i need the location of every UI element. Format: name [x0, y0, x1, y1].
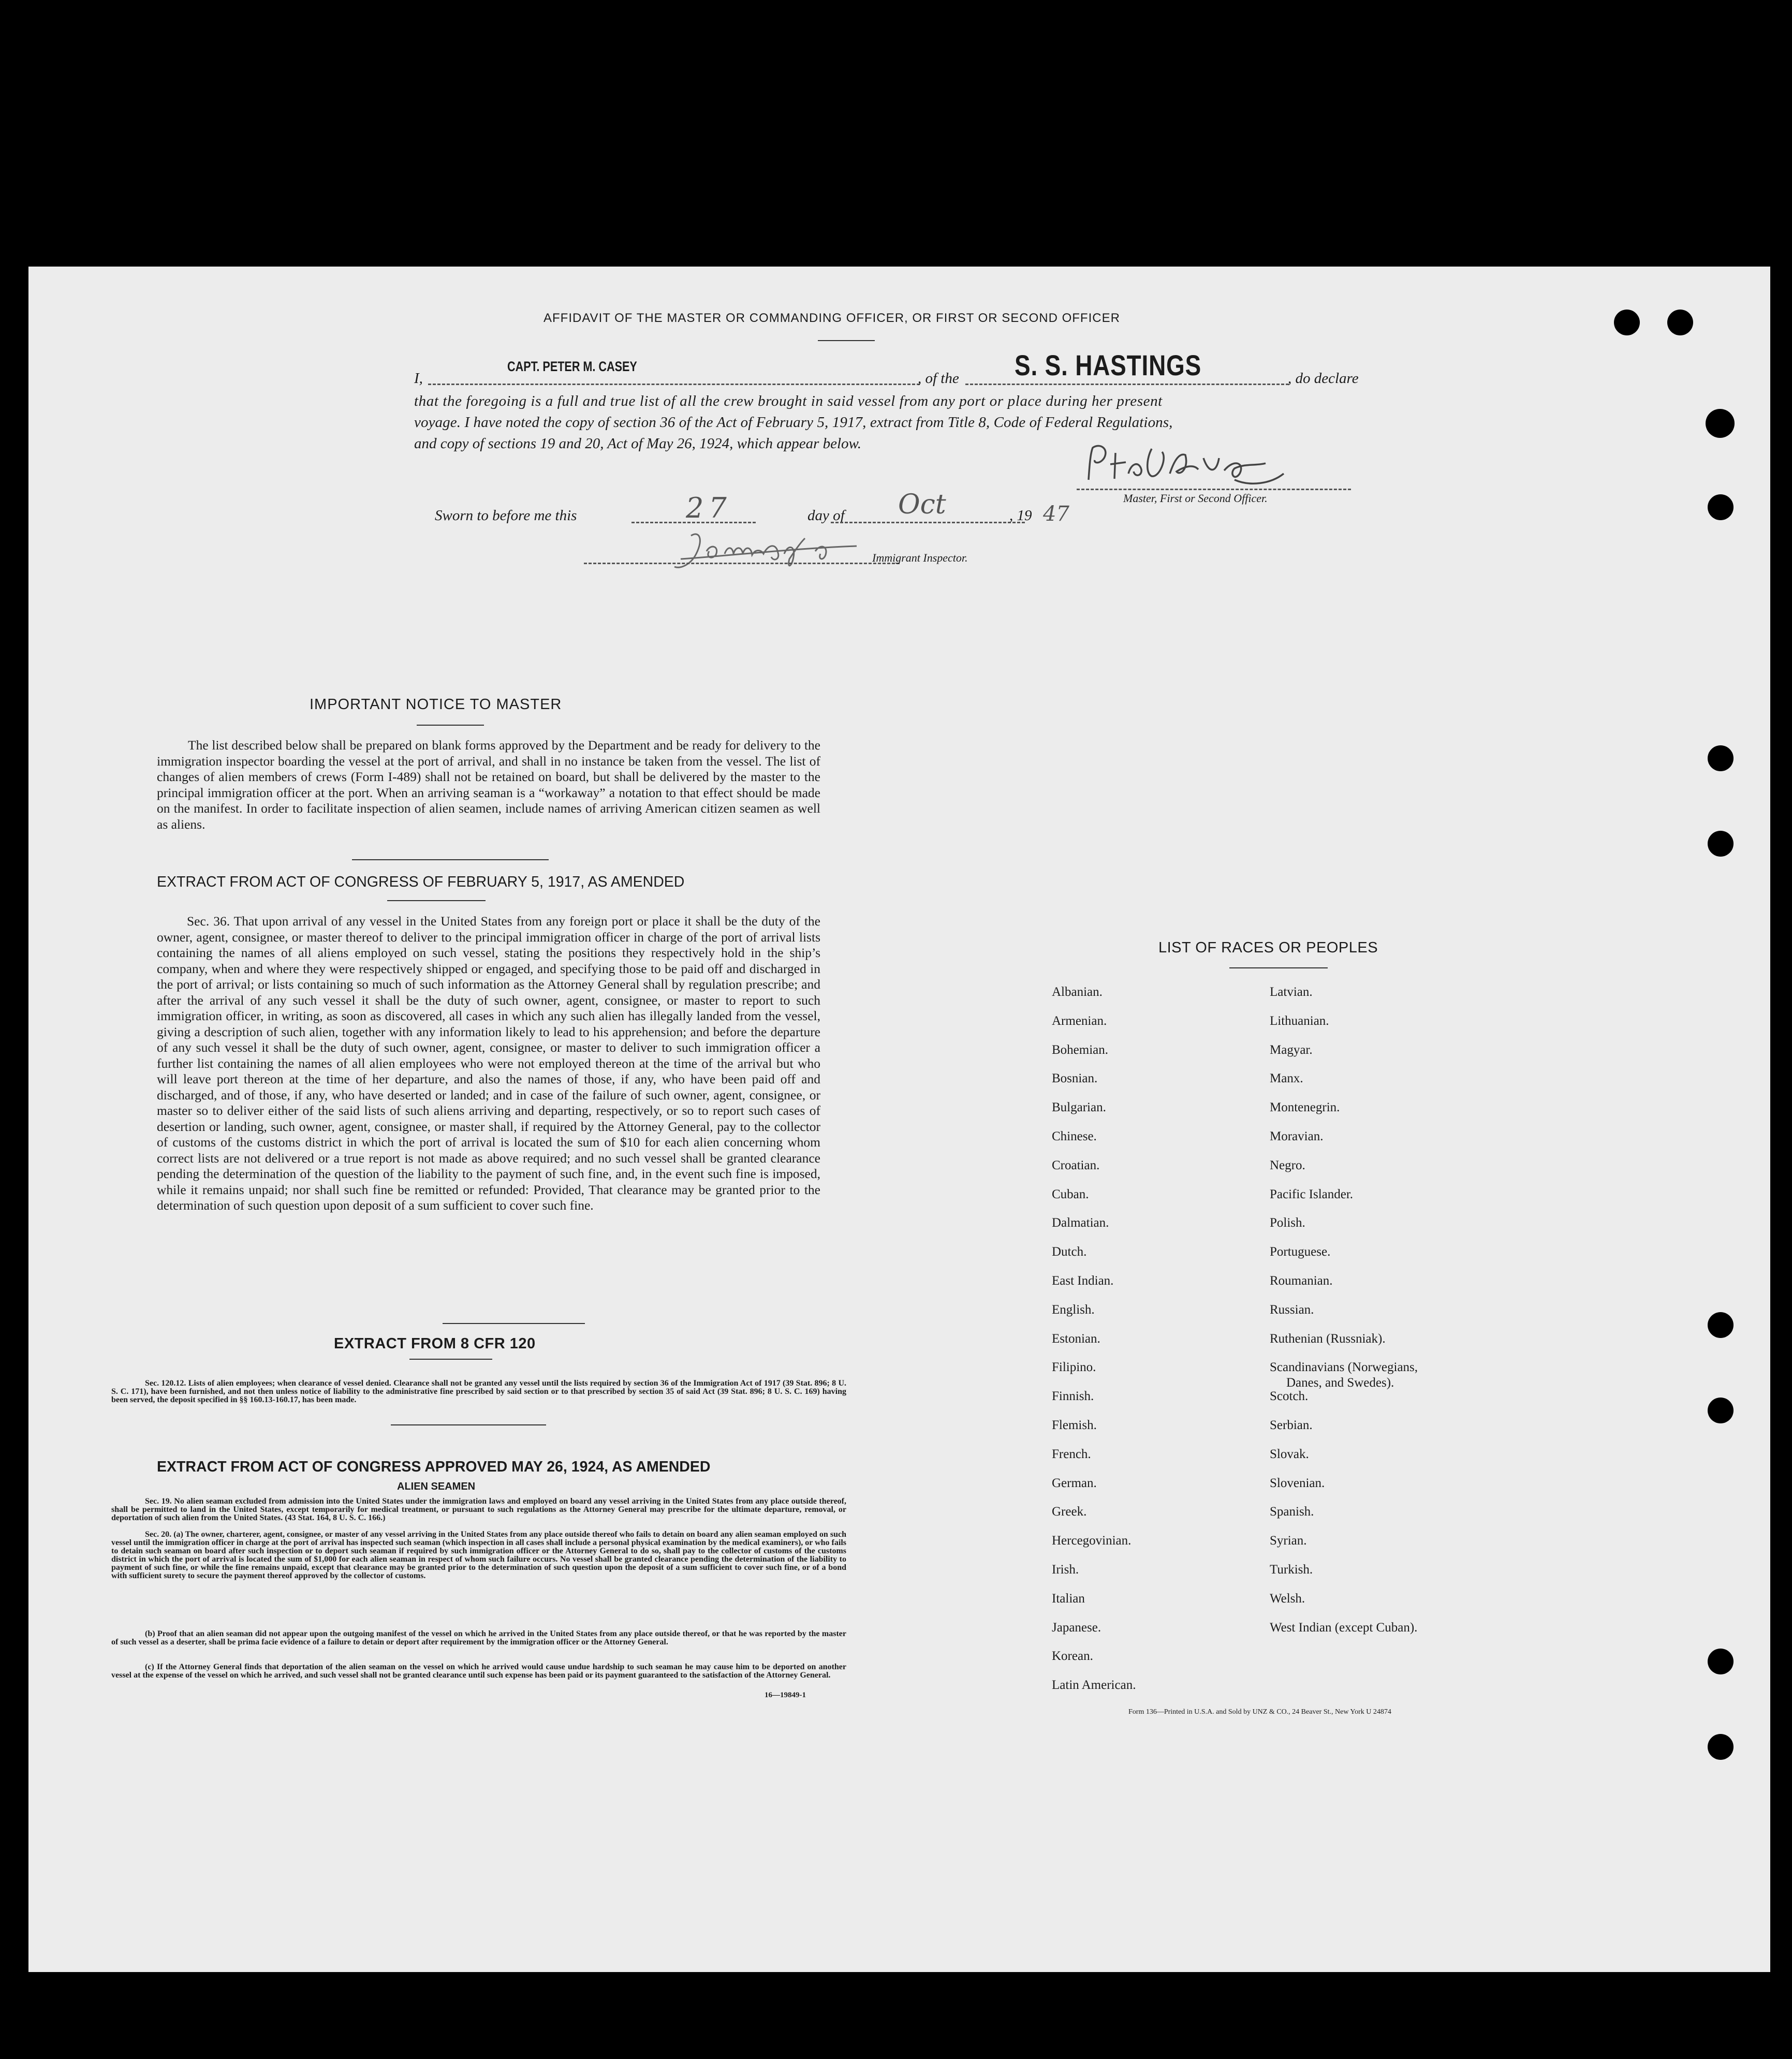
race-item: Welsh.: [1270, 1591, 1305, 1606]
race-item: Italian: [1052, 1591, 1085, 1606]
of-the-label: , of the: [918, 370, 959, 387]
race-item: Montenegrin.: [1270, 1100, 1340, 1115]
race-item: Dutch.: [1052, 1245, 1087, 1259]
race-item: Irish.: [1052, 1563, 1079, 1577]
race-item: Estonian.: [1052, 1331, 1100, 1346]
divider: [391, 1424, 546, 1425]
races-heading: LIST OF RACES OR PEOPLES: [1158, 939, 1378, 956]
race-item: West Indian (except Cuban).: [1270, 1620, 1418, 1635]
race-item: Albanian.: [1052, 985, 1103, 999]
sworn-year-digits: 47: [1043, 502, 1069, 526]
race-item: Greek.: [1052, 1505, 1087, 1519]
race-item: Russian.: [1270, 1302, 1314, 1317]
punch-hole: [1708, 1312, 1734, 1338]
officer-name: CAPT. PETER M. CASEY: [507, 359, 637, 374]
extract-1917-text: Sec. 36. That upon arrival of any vessel in the United States from any foreign port or place it shall be the duty of the owner, agent, consignee, or master thereof to deliver to the principal immigration officer in charge of the port of arrival lists containing the names of all aliens employed on such vessel, stating the positions they respectively hold in the ship’s company, when and where they were respectively shipped or engaged, and specifying those to be paid off and discharged in the port of arrival; or lists containing so much of such information as the Attorney General shall by regulation prescribe; and after the arrival of any such vessel it shall be the duty of such owner, agent, consignee, or master to report to such immigration officer, in writing, as soon as discovered, all cases in which any such alien has illegally landed from the vessel, giving a description of such alien, together with any information likely to lead to his apprehension; and before the departure of any such vessel it shall be the duty of such owner, agent, consignee, or master to deliver to such immigration officer a further list containing the names of all alien employees who were not employed thereon at the time of the arrival but who will leave port thereon at the time of her departure, and also the names of those, if any, who have been paid off and discharged, and of those, if any, who have deserted or landed; and in case of the failure of such owner, agent, consignee, or master so to deliver either of the said lists of such aliens arriving and departing, respectively, or so to report such cases of desertion or landing, such owner, agent, consignee, or master shall, if required by the Attorney General, pay to the collector of customs of the customs district in which the port of arrival is located the sum of $10 for each alien concerning whom correct lists are not delivered or a true report is not made as above required; and no such vessel shall be granted clearance pending the determination of the question of the liability to the payment of such fine, and, in the event such fine is imposed, while it remains unpaid; nor shall such fine be remitted or refunded: Provided, That clearance may be granted prior to the determination of such question upon deposit of a sum sufficient to cover such fine.: [157, 914, 820, 1213]
race-item: Finnish.: [1052, 1389, 1094, 1404]
race-item: Latin American.: [1052, 1678, 1136, 1693]
sworn-day: 27: [686, 492, 732, 524]
race-item: French.: [1052, 1447, 1091, 1461]
race-item: Polish.: [1270, 1216, 1305, 1230]
race-item: Magyar.: [1270, 1042, 1313, 1057]
extract-1924-sec20a: Sec. 20. (a) The owner, charterer, agent, consignee, or master of any vessel arriving in the United States from any place outside thereof who fails to detain on board any alien seaman employed on such vessel until the immigration officer in charge at the port of arrival has inspected such seaman (which inspection in all cases shall include a personal physical examination by the medical examiners), or who fails to detain such seaman on board after such inspection or to deport such seaman if required by such immigration officer or the Attorney General to do so, shall pay to the collector of customs of the customs district in which the port of arrival is located the sum of $1,000 for each alien seaman in respect of whom such failure occurs. No vessel shall be granted clearance pending the determination of the liability to payment of such fine, or while the fine remains unpaid, except that clearance may be granted prior to the determination of such question upon the deposit of a sum sufficient to cover such fine, or of a bond with sufficient surety to secure the payment thereof approved by the collector of customs.: [111, 1530, 846, 1580]
do-declare-label: , do declare: [1288, 370, 1359, 387]
punch-hole: [1708, 1734, 1734, 1760]
affidavit-heading: AFFIDAVIT OF THE MASTER OR COMMANDING OFFICER, OR FIRST OR SECOND OFFICER: [544, 311, 1120, 325]
race-item: Roumanian.: [1270, 1274, 1333, 1288]
race-item: Spanish.: [1270, 1505, 1314, 1519]
extract-1924-subheading: ALIEN SEAMEN: [397, 1481, 476, 1492]
race-item: Moravian.: [1270, 1129, 1324, 1143]
vessel-name: S. S. HASTINGS: [1015, 349, 1202, 381]
notice-text: The list described below shall be prepared on blank forms approved by the Department and be ready for delivery to the immigration inspector boarding the vessel at the port of arrival, and shall in no instance be taken from the vessel. The list of changes of alien members of crews (Form I-489) shall not be retained on board, but shall be delivered by the master to the principal immigration officer at the port. When an arriving seaman is a “workaway” a notation to that effect should be made on the manifest. In order to facilitate inspection of alien seamen, include names of arriving American citizen seamen as well as aliens.: [157, 738, 820, 832]
race-item: Lithuanian.: [1270, 1013, 1329, 1028]
sworn-label: Sworn to before me this: [435, 507, 577, 524]
divider: [387, 900, 486, 901]
divider: [417, 725, 484, 726]
race-item: Portuguese.: [1270, 1245, 1331, 1259]
race-item: Dalmatian.: [1052, 1216, 1109, 1230]
race-item: Scandinavians (Norwegians,: [1270, 1360, 1418, 1375]
race-item: Serbian.: [1270, 1418, 1313, 1432]
race-item: Armenian.: [1052, 1013, 1107, 1028]
divider: [443, 1323, 585, 1324]
year-prefix: , 19: [1009, 507, 1032, 524]
race-item: Filipino.: [1052, 1360, 1096, 1375]
race-item: Slovak.: [1270, 1447, 1309, 1461]
signature-role-label: Master, First or Second Officer.: [1123, 492, 1268, 505]
race-item: East Indian.: [1052, 1274, 1114, 1288]
affidavit-statement-line-3: and copy of sections 19 and 20, Act of May 26, 1924, which appear below.: [414, 435, 861, 452]
punch-hole: [1614, 310, 1640, 335]
extract-1924-sec20c: (c) If the Attorney General finds that deportation of the alien seaman on the vessel on which he arrived would cause undue hardship to such seaman he may cause him to be deported on another vessel at the expense of the vessel on which he arrived, and such vessel shall not be granted clearance until such expense has been paid or its payment guaranteed to the satisfaction of the Attorney General.: [111, 1663, 846, 1680]
notice-heading: IMPORTANT NOTICE TO MASTER: [310, 696, 562, 713]
race-item: English.: [1052, 1302, 1095, 1317]
form-code: 16—19849-1: [765, 1691, 806, 1699]
race-item: Cuban.: [1052, 1187, 1089, 1201]
race-item: Bulgarian.: [1052, 1100, 1106, 1115]
sworn-month: Oct: [898, 489, 946, 520]
race-item: Manx.: [1270, 1071, 1303, 1086]
signature-blank-line: [1077, 489, 1351, 490]
race-item: Danes, and Swedes).: [1286, 1376, 1394, 1390]
race-item: Bosnian.: [1052, 1071, 1098, 1086]
race-item: Korean.: [1052, 1649, 1093, 1664]
divider: [409, 1359, 492, 1360]
race-item: Bohemian.: [1052, 1042, 1109, 1057]
inspector-blank-line: [584, 563, 900, 564]
inspector-label: Immigrant Inspector.: [872, 551, 968, 564]
race-item: Turkish.: [1270, 1563, 1313, 1577]
extract-1924-sec19: Sec. 19. No alien seaman excluded from admission into the United States under the immigration laws and employed on board any vessel arriving in the United States from any place outside thereof, shall be permitted to land in the United States, except temporarily for medical treatment, or pursuant to such regulations as the Attorney General may prescribe for the ultimate departure, removal, or deportation of such alien from the United States. (43 Stat. 164, 8 U. S. C. 166.): [111, 1497, 846, 1522]
race-item: Ruthenian (Russniak).: [1270, 1331, 1386, 1346]
punch-hole: [1706, 409, 1735, 438]
name-blank-line: [428, 384, 920, 385]
race-item: Scotch.: [1270, 1389, 1309, 1404]
divider: [1229, 967, 1328, 968]
vessel-blank-line: [965, 384, 1289, 385]
inspector-signature: [660, 523, 877, 575]
affidavit-statement-line-1: that the foregoing is a full and true list of all the crew brought in said vessel from any port or place during her present: [414, 393, 1163, 409]
extract-1917-heading: EXTRACT FROM ACT OF CONGRESS OF FEBRUARY 5, 1917, AS AMENDED: [157, 874, 685, 890]
printer-footer: Form 136—Printed in U.S.A. and Sold by UNZ & CO., 24 Beaver St., New York U 24874: [1128, 1708, 1391, 1716]
affidavit-i-label: I,: [414, 370, 423, 387]
punch-hole: [1667, 310, 1693, 335]
affidavit-statement-line-2: voyage. I have noted the copy of section 36 of the Act of February 5, 1917, extract from Title 8, Code of Federal Regulations,: [414, 414, 1173, 431]
race-item: Latvian.: [1270, 985, 1313, 999]
extract-cfr-heading: EXTRACT FROM 8 CFR 120: [334, 1335, 536, 1352]
punch-hole: [1708, 494, 1734, 520]
race-item: German.: [1052, 1476, 1097, 1490]
punch-hole: [1708, 1649, 1734, 1674]
extract-1924-sec20b: (b) Proof that an alien seaman did not appear upon the outgoing manifest of the vessel on which he arrived in the United States from any place outside thereof, or that he was reported by the master of such vessel as a deserter, shall be prima facie evidence of a failure to detain or deport after requirement by the immigration officer or the Attorney General.: [111, 1629, 846, 1646]
race-item: Pacific Islander.: [1270, 1187, 1354, 1201]
race-item: Japanese.: [1052, 1620, 1101, 1635]
race-item: Croatian.: [1052, 1158, 1100, 1172]
punch-hole: [1708, 831, 1734, 857]
race-item: Slovenian.: [1270, 1476, 1325, 1490]
punch-hole: [1708, 745, 1734, 771]
race-item: Flemish.: [1052, 1418, 1097, 1432]
master-signature: [1079, 437, 1297, 489]
divider: [818, 340, 875, 341]
punch-hole: [1708, 1398, 1734, 1423]
race-item: Hercegovinian.: [1052, 1534, 1132, 1548]
race-item: Chinese.: [1052, 1129, 1097, 1143]
document-page: [28, 267, 1770, 1972]
day-of-label: day of: [807, 507, 845, 524]
extract-1924-heading: EXTRACT FROM ACT OF CONGRESS APPROVED MAY 26, 1924, AS AMENDED: [157, 1459, 711, 1475]
race-item: Syrian.: [1270, 1534, 1307, 1548]
divider: [352, 859, 549, 860]
extract-cfr-text: Sec. 120.12. Lists of alien employees; when clearance of vessel denied. Clearance shall not be granted any vessel until the lists required by section 36 of the Immigration Act of 1917 (39 Stat. 896; 8 U. S. C. 171), have been furnished, and not then unless notice of liability to the administrative fine prescribed by said section or to that prescribed by section 35 of said Act (39 Stat. 896; 8 U. S. C. 169) having been served, the deposit specified in §§ 160.13-160.17, has been made.: [111, 1379, 846, 1404]
race-item: Negro.: [1270, 1158, 1305, 1172]
